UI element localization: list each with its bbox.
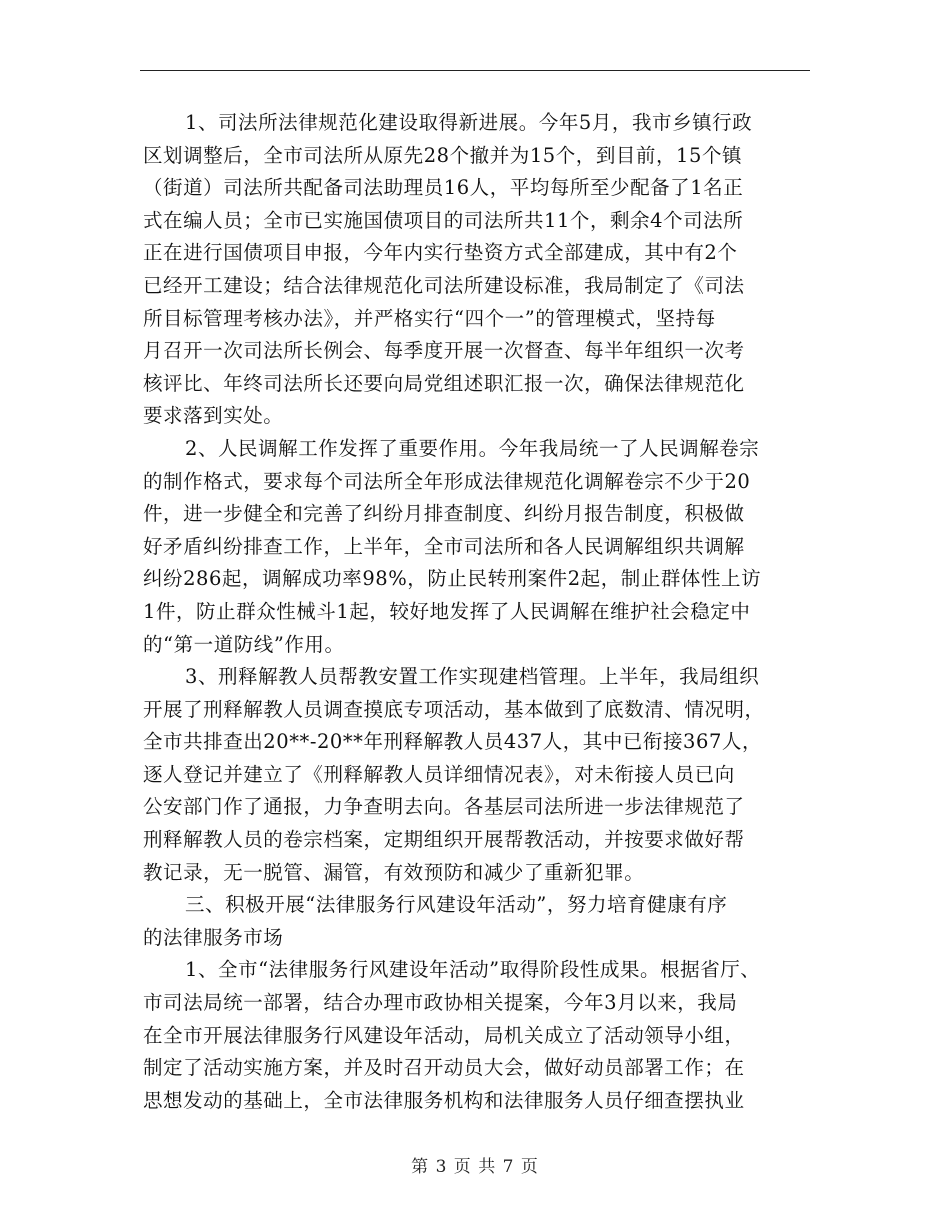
text-line: 件，进一步健全和完善了纠纷月排查制度、纠纷月报告制度，积极做 [143, 502, 745, 526]
text-line: 思想发动的基础上，全市法律服务机构和法律服务人员仔细查摆执业 [143, 1088, 745, 1112]
text-line: 好矛盾纠纷排查工作，上半年，全市司法所和各人民调解组织共调解 [143, 534, 745, 558]
text-line: 3、刑释解教人员帮教安置工作实现建档管理。上半年，我局组织 [185, 665, 760, 689]
paragraph-conduct-year [143, 954, 813, 1117]
text-line: 所目标管理考核办法》，并严格实行“四个一”的管理模式，坚持每 [143, 306, 716, 330]
section-heading-legal-services [143, 889, 813, 954]
text-line: 的“第一道防线”作用。 [143, 632, 345, 656]
text-line: 要求落到实处。 [143, 404, 284, 428]
paragraph-judicial-office [143, 107, 813, 433]
text-line: 纠纷286起，调解成功率98%，防止民转刑案件2起，制止群体性上访 [143, 567, 762, 591]
text-line: 1件，防止群众性械斗1起，较好地发挥了人民调解在维护社会稳定中 [143, 599, 751, 623]
text-line: 制定了活动实施方案，并及时召开动员大会，做好动员部署工作；在 [143, 1056, 745, 1080]
text-line: 正在进行国债项目申报，今年内实行垫资方式全部建成，其中有2个 [143, 241, 738, 265]
text-line: 已经开工建设；结合法律规范化司法所建设标准，我局制定了《司法 [143, 273, 745, 297]
text-line: 2、人民调解工作发挥了重要作用。今年我局统一了人民调解卷宗 [185, 436, 760, 460]
text-line: 教记录，无一脱管、漏管，有效预防和减少了重新犯罪。 [143, 860, 645, 884]
text-line: 开展了刑释解教人员调查摸底专项活动，基本做到了底数清、情况明， [143, 697, 765, 721]
text-line: 公安部门作了通报，力争查明去向。各基层司法所进一步法律规范了 [143, 795, 745, 819]
text-line: 三、积极开展“法律服务行风建设年活动”，努力培育健康有序 [185, 893, 728, 917]
text-line: 区划调整后，全市司法所从原先28个撤并为15个，到目前，15个镇 [143, 143, 743, 167]
text-line: 在全市开展法律服务行风建设年活动，局机关成立了活动领导小组， [143, 1023, 745, 1047]
document-body [143, 107, 813, 1117]
text-line: 核评比、年终司法所长还要向局党组述职汇报一次，确保法律规范化 [143, 371, 745, 395]
header-rule [140, 70, 810, 71]
text-line: 1、司法所法律规范化建设取得新进展。今年5月，我市乡镇行政 [185, 111, 753, 134]
text-line: 1、全市“法律服务行风建设年活动”取得阶段性成果。根据省厅、 [185, 958, 761, 982]
text-line: 月召开一次司法所长例会、每季度开展一次督查、每半年组织一次考 [143, 339, 745, 363]
text-line: 市司法局统一部署，结合办理市政协相关提案，今年3月以来，我局 [143, 991, 738, 1015]
text-line: 逐人登记并建立了《刑释解教人员详细情况表》，对未衔接人员已向 [143, 762, 735, 786]
text-line: 全市共排查出20**-20**年刑释解教人员437人，其中已衔接367人， [143, 730, 763, 754]
text-line: （街道）司法所共配备司法助理员16人，平均每所至少配备了1名正 [143, 176, 744, 200]
paragraph-mediation [143, 433, 813, 661]
paragraph-resettlement [143, 661, 813, 889]
text-line: 的制作格式，要求每个司法所全年形成法律规范化调解卷宗不少于20 [143, 469, 751, 493]
page-number: 第 3 页 共 7 页 [411, 1157, 539, 1177]
text-line: 刑释解教人员的卷宗档案，定期组织开展帮教活动，并按要求做好帮 [143, 828, 745, 852]
text-line: 式在编人员；全市已实施国债项目的司法所共11个，剩余4个司法所 [143, 208, 744, 232]
text-line: 的法律服务市场 [143, 925, 284, 949]
